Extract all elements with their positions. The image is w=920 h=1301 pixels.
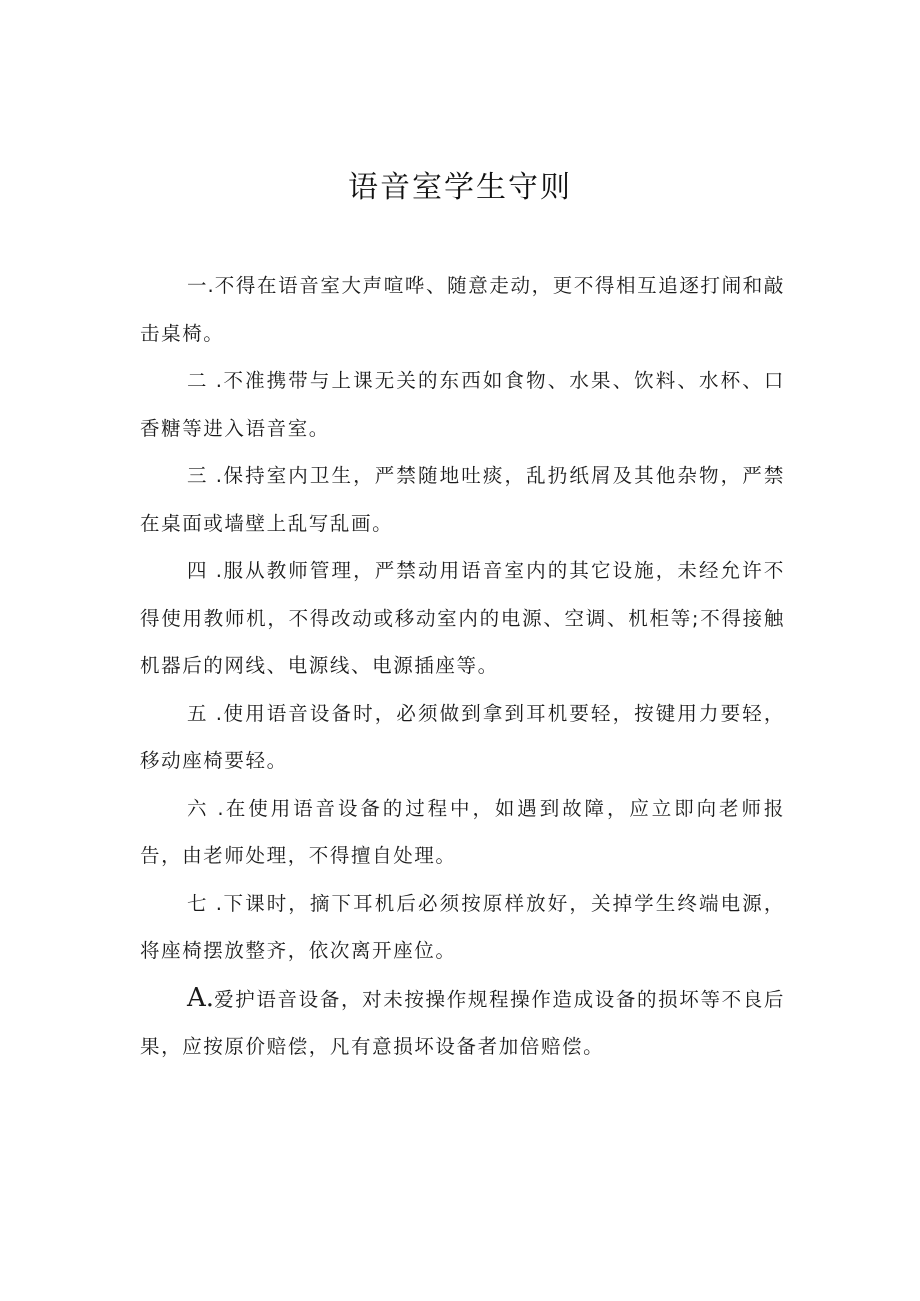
rule-text: 不准携带与上课无关的东西如食物、水果、饮料、水杯、口香糖等进入语音室。 xyxy=(140,369,785,440)
rule-item xyxy=(140,547,785,690)
rule-text: 爱护语音设备，对未按操作规程操作造成设备的损坏等不良后果，应按原价赔偿，凡有意损坏设备者加倍赔偿。 xyxy=(140,987,785,1058)
rule-text: 在使用语音设备的过程中，如遇到故障，应立即向老师报告，由老师处理，不得擅自处理。 xyxy=(140,796,785,867)
rule-item xyxy=(140,785,785,880)
rule-number: 四 . xyxy=(187,559,223,582)
rule-text: 保持室内卫生，严禁随地吐痰，乱扔纸屑及其他杂物，严禁在桌面或墙壁上乱写乱画。 xyxy=(140,464,785,535)
rule-number: A. xyxy=(187,982,215,1013)
rule-item xyxy=(140,690,785,785)
rule-text: 不得在语音室大声喧哗、随意走动，更不得相互追逐打闹和敲击桌椅。 xyxy=(140,274,786,345)
rules-list xyxy=(140,262,785,1071)
rule-number: 七 . xyxy=(187,891,223,915)
rule-number: 五 . xyxy=(187,701,223,725)
document-title: 语音室学生守则 xyxy=(348,170,572,205)
rule-item xyxy=(140,357,785,452)
rule-item xyxy=(140,880,785,975)
rule-item xyxy=(140,975,785,1071)
rule-text: 使用语音设备时，必须做到拿到耳机要轻，按键用力要轻，移动座椅要轻。 xyxy=(140,701,785,772)
rule-number: 一. xyxy=(187,274,215,297)
rule-number: 六 . xyxy=(187,796,225,820)
rule-text: 服从教师管理，严禁动用语音室内的其它设施，未经允许不得使用教师机，不得改动或移动室内的电源、空调、机柜等;不得接触机器后的网线、电源线、电源插座等。 xyxy=(140,559,785,677)
rule-item xyxy=(140,452,785,547)
rule-text: 下课时，摘下耳机后必须按原样放好，关掉学生终端电源，将座椅摆放整齐，依次离开座位。 xyxy=(140,891,785,962)
rule-number: 三 . xyxy=(187,464,223,487)
rule-number: 二 . xyxy=(187,369,223,392)
rule-item xyxy=(140,262,785,357)
